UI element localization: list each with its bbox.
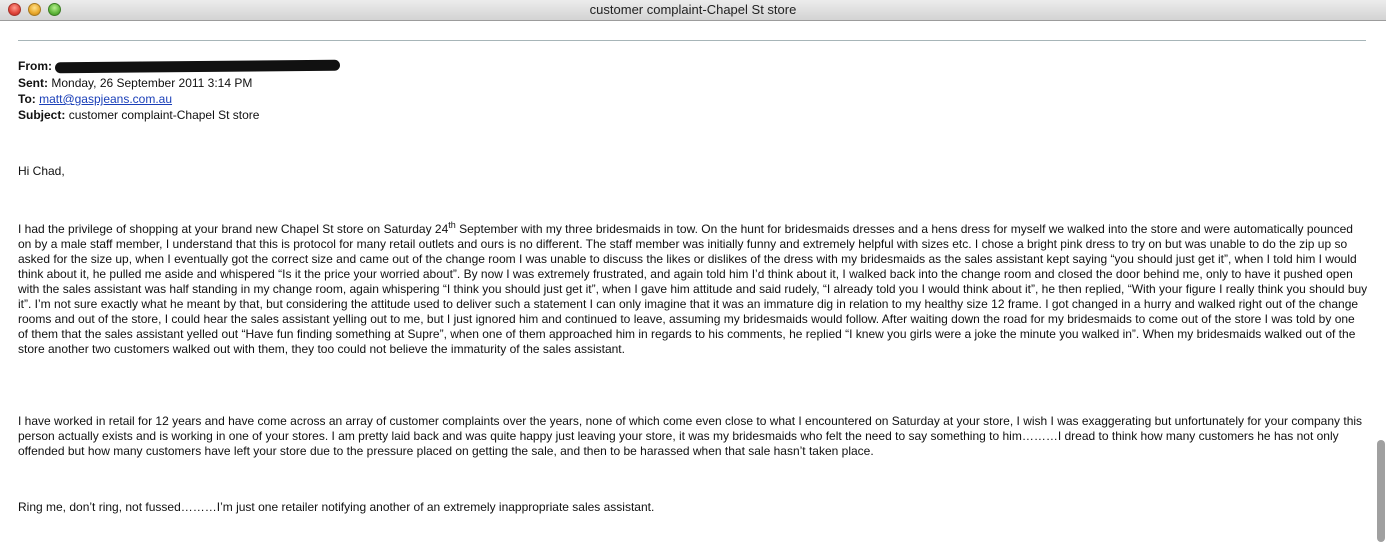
- sent-label: Sent:: [18, 76, 48, 90]
- paragraph-3: Ring me, don’t ring, not fussed………I’m just one retailer notifying another of an extremely inappropriate sales assistant.: [18, 500, 655, 514]
- greeting: Hi Chad,: [18, 164, 65, 178]
- subject-label: Subject:: [18, 108, 66, 122]
- window-title: customer complaint-Chapel St store: [589, 2, 797, 17]
- sent-value: Monday, 26 September 2011 3:14 PM: [51, 76, 253, 90]
- to-email-link[interactable]: matt@gaspjeans.com.au: [39, 92, 173, 106]
- paragraph-1-rest: September with my three bridesmaids in tow. On the hunt for bridesmaids dresses and a hens dress for myself we walked into the store and were automatically pounced on by a male staff member, I understand that this is protocol for many retail outlets and ours is no different. The staff member was initially funny and extremely helpful with sizes etc. I chose a bright pink dress to try on but was unable to do the zip up so asked for the size up, when I eventually got the correct size and came out of the change room I was unable to discuss the likes or dislikes of the dress with my bridesmaids as the sales assistant kept saying “you should just get it”, when I told him I would think about it, he pulled me aside and whispered “Is it the price your worried about”. By now I was extremely frustrated, and again told him I’d think about it, I walked back into the change room and closed the door behind me, only to have it pushed open with the sales assistant was half standing in my change room, again whispering “I think you should just get it”, when I gave him attitude and said rudely, “I already told you I would think about it”, he then replied, “With your figure I really think you should buy it”. I’m not sure exactly what he meant by that, but considering the attitude used to deliver such a statement I can only imagine that it was an immature dig in relation to my healthy size 12 frame. I got changed in a hurry and walked right out of the change rooms and out of the store, I could hear the sales assistant yelling out to me, but I just ignored him and continued to leave, assuming my bridesmaids would follow. After waiting down the road for my bridesmaids to come out of the store I was told by one of them that the sales assistant yelled out “Have fun finding something at Supre”, when one of them approached him in regards to his comments, he replied “I knew you girls were a joke the minute you walked in”. When my bridesmaids walked out of the store another two customers walked out with them, they too could not believe the immaturity of the sales assistant.: [18, 222, 1368, 356]
- paragraph-1-start: I had the privilege of shopping at your brand new Chapel St store on Saturday 24: [18, 222, 449, 236]
- scrollbar-thumb[interactable]: [1377, 440, 1385, 542]
- from-row: [18, 58, 340, 74]
- paragraph-1: [18, 222, 1368, 357]
- ordinal-suffix: th: [448, 220, 456, 230]
- to-row: [18, 91, 172, 107]
- window-titlebar: [0, 0, 1386, 21]
- subject-row: [18, 107, 259, 123]
- from-label: From:: [18, 59, 52, 73]
- subject-value: customer complaint-Chapel St store: [68, 108, 260, 122]
- sent-row: [18, 75, 252, 91]
- to-label: To:: [18, 92, 36, 106]
- paragraph-2: I have worked in retail for 12 years and have come across an array of customer complaints over the years, none of which come even close to what I encountered on Saturday at your store, I wish I was exaggerating but unfortunately for your company this person actually exists and is working in one of your stores. I am pretty laid back and was quite happy just leaving your store, it was my bridesmaids who felt the need to say something to him………I dread to think how many customers he has not only offended but how many customers have left your store due to the pressure placed on getting the sale, and then to be harassed when that sale hasn’t taken place.: [18, 414, 1363, 458]
- header-divider: [18, 40, 1366, 41]
- redacted-sender: [55, 60, 340, 73]
